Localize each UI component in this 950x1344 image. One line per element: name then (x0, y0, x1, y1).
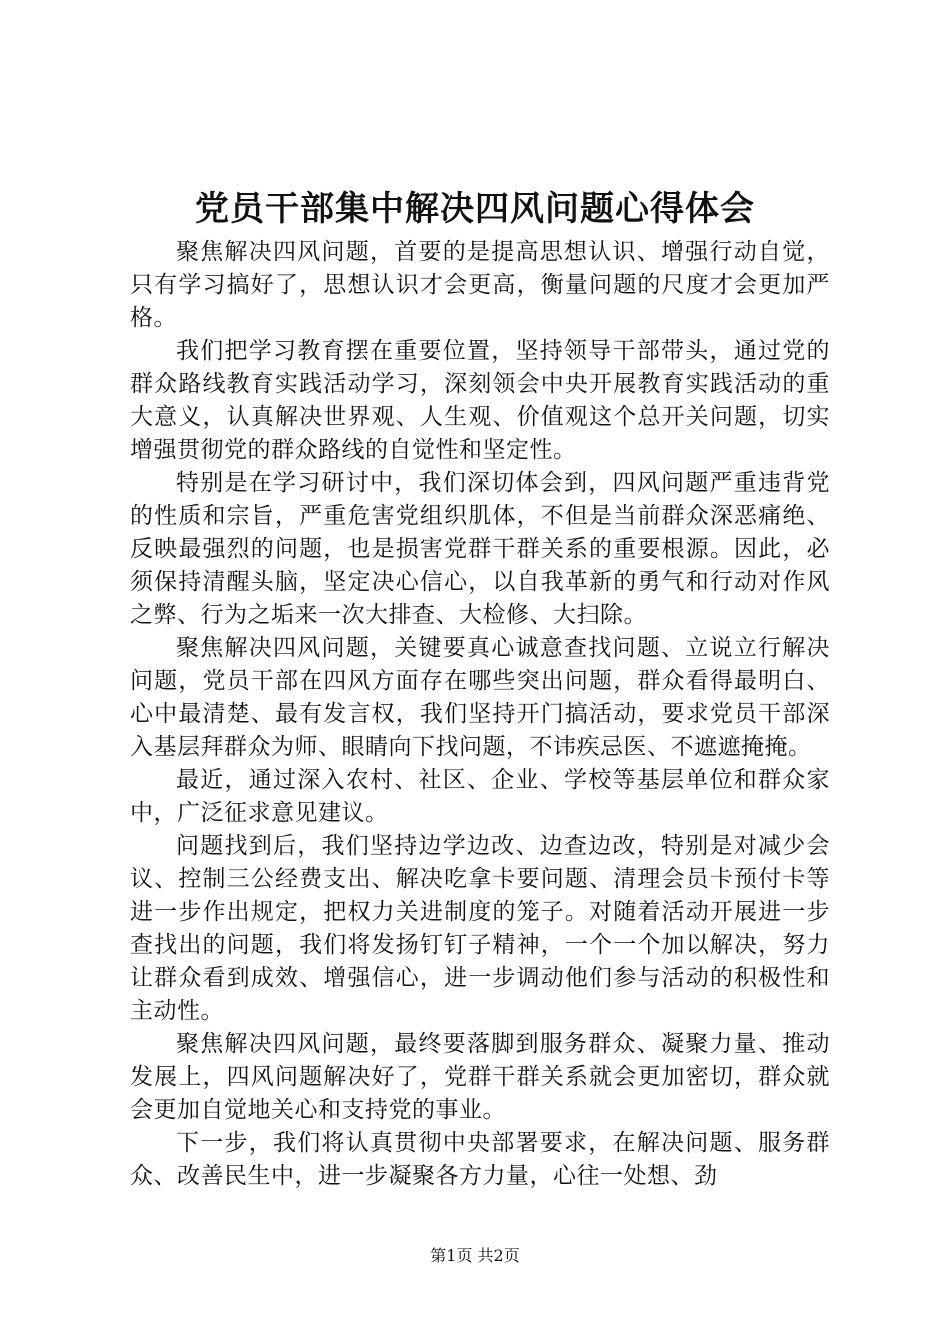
paragraph-7: 聚焦解决四风问题，最终要落脚到服务群众、凝聚力量、推动发展上，四风问题解决好了，党群干群关系就会更加密切，群众就会更加自觉地关心和支持党的事业。 (130, 1031, 830, 1123)
paragraph-5: 最近，通过深入农村、社区、企业、学校等基层单位和群众家中，广泛征求意见建议。 (130, 767, 830, 826)
page-footer: 第1页 共2页 (430, 1246, 520, 1265)
paragraph-4: 聚焦解决四风问题，关键要真心诚意查找问题、立说立行解决问题，党员干部在四风方面存在哪些突出问题，群众看得最明白、心中最清楚、最有发言权，我们坚持开门搞活动，要求党员干部深入基层拜群众为师、眼睛向下找问题，不讳疾忌医、不遮遮掩掩。 (130, 635, 830, 760)
paragraph-8: 下一步，我们将认真贯彻中央部署要求，在解决问题、服务群众、改善民生中，进一步凝聚各方力量，心往一处想、劲 (130, 1130, 830, 1189)
paragraph-1: 聚焦解决四风问题，首要的是提高思想认识、增强行动自觉，只有学习搞好了，思想认识才会更高，衡量问题的尺度才会更加严格。 (130, 239, 830, 331)
document-title: 党员干部集中解决四风问题心得体会 (195, 189, 755, 229)
paragraph-6: 问题找到后，我们坚持边学边改、边查边改，特别是对减少会议、控制三公经费支出、解决吃拿卡要问题、清理会员卡预付卡等进一步作出规定，把权力关进制度的笼子。对随着活动开展进一步查找出的问题，我们将发扬钉钉子精神，一个一个加以解决，努力让群众看到成效、增强信心，进一步调动他们参与活动的积极性和主动性。 (130, 833, 830, 1024)
paragraph-2: 我们把学习教育摆在重要位置，坚持领导干部带头，通过党的群众路线教育实践活动学习，深刻领会中央开展教育实践活动的重大意义，认真解决世界观、人生观、价值观这个总开关问题，切实增强贯彻党的群众路线的自觉性和坚定性。 (130, 338, 830, 463)
document-body (130, 236, 830, 1193)
paragraph-3: 特别是在学习研讨中，我们深切体会到，四风问题严重违背党的性质和宗旨，严重危害党组织肌体，不但是当前群众深恶痛绝、反映最强烈的问题，也是损害党群干群关系的重要根源。因此，必须保持清醒头脑，坚定决心信心，以自我革新的勇气和行动对作风之弊、行为之垢来一次大排查、大检修、大扫除。 (130, 470, 830, 628)
